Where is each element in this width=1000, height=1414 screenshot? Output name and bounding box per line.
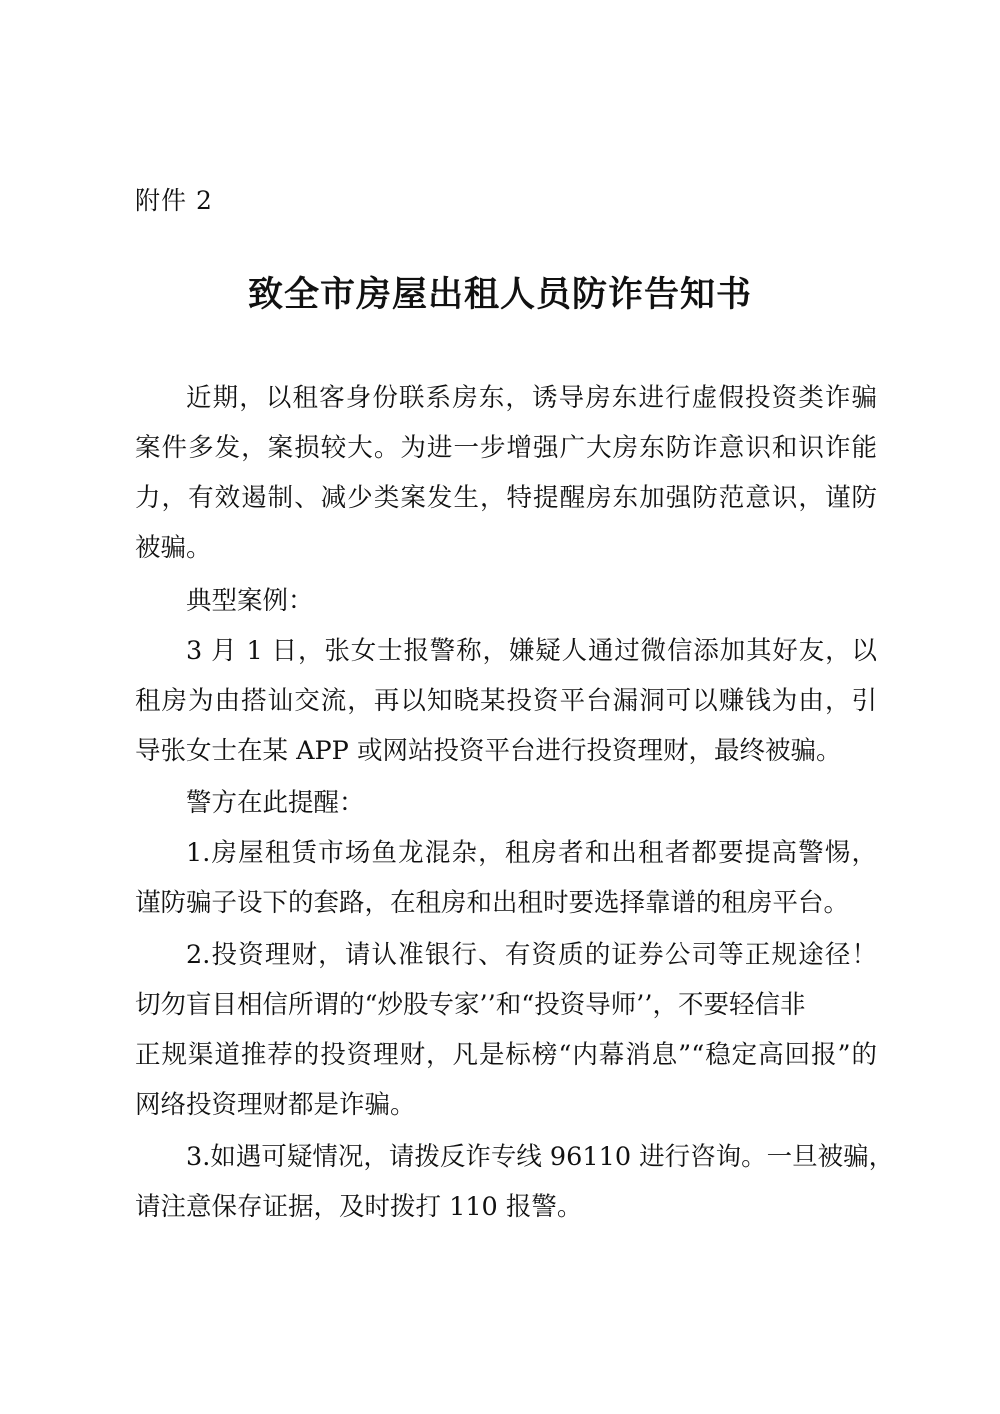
paragraph-line: 切勿盲目相信所谓的“炒股专家’’和“投资导师’’，不要轻信非 xyxy=(135,990,806,1020)
paragraph-line: 3 月 1 日，张女士报警称，嫌疑人通过微信添加其好友，以 xyxy=(186,636,877,666)
section-heading: 典型案例： xyxy=(186,586,314,616)
paragraph-line: 导张女士在某 APP 或网站投资平台进行投资理财，最终被骗。 xyxy=(135,736,842,766)
paragraph-line: 网络投资理财都是诈骗。 xyxy=(135,1090,416,1120)
paragraph-line: 租房为由搭讪交流，再以知晓某投资平台漏洞可以赚钱为由，引 xyxy=(135,686,877,716)
document-title: 致全市房屋出租人员防诈告知书 xyxy=(247,274,752,315)
paragraph-line: 近期，以租客身份联系房东，诱导房东进行虚假投资类诈骗 xyxy=(186,383,877,413)
paragraph-line: 2.投资理财，请认准银行、有资质的证券公司等正规途径！ xyxy=(186,940,877,970)
paragraph-line: 3.如遇可疑情况，请拨反诈专线 96110 进行咨询。一旦被骗， xyxy=(186,1142,895,1172)
paragraph-line: 正规渠道推荐的投资理财，凡是标榜“内幕消息”“稳定高回报”的 xyxy=(135,1040,877,1070)
paragraph-line: 案件多发，案损较大。为进一步增强广大房东防诈意识和识诈能 xyxy=(135,433,877,463)
paragraph-line: 谨防骗子设下的套路，在租房和出租时要选择靠谱的租房平台。 xyxy=(135,888,850,918)
section-heading: 警方在此提醒： xyxy=(186,788,365,818)
attachment-label: 附件 2 xyxy=(135,186,213,215)
paragraph-line: 力，有效遏制、减少类案发生，特提醒房东加强防范意识，谨防 xyxy=(135,483,877,513)
paragraph-line: 1.房屋租赁市场鱼龙混杂，租房者和出租者都要提高警惕， xyxy=(186,838,877,868)
paragraph-line: 被骗。 xyxy=(135,533,212,563)
paragraph-line: 请注意保存证据，及时拨打 110 报警。 xyxy=(135,1192,583,1222)
